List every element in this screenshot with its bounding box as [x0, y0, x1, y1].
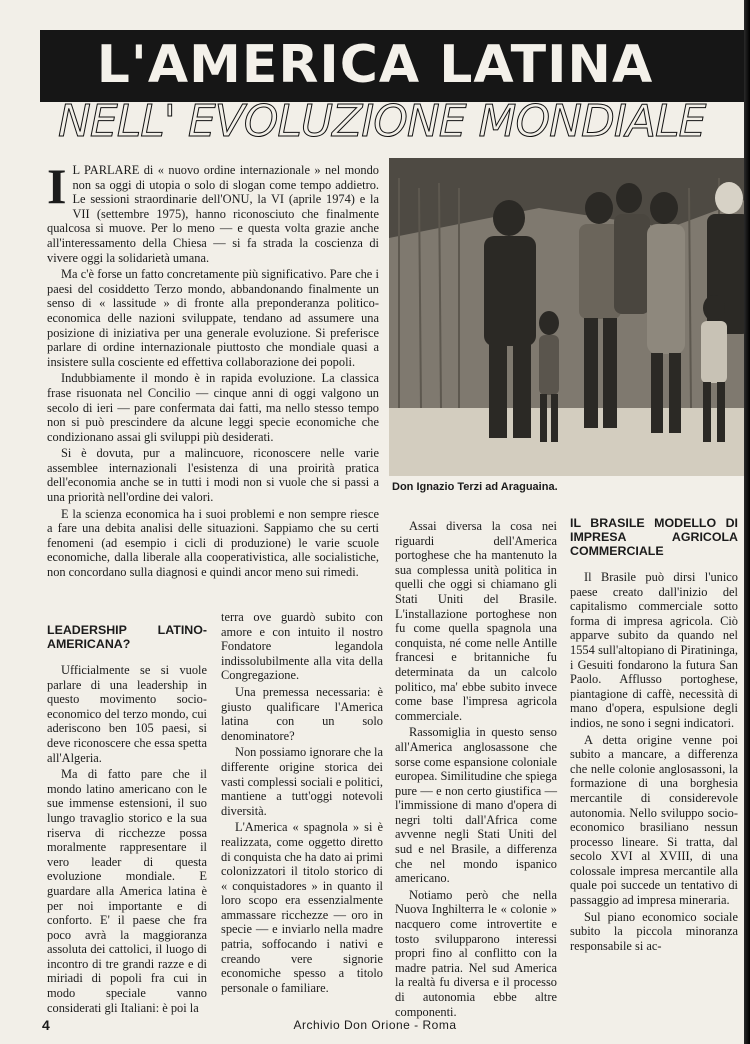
column-paragraph: Assai diversa la cosa nei riguardi dell'America portoghese che ha mantenuto la sua complessa unità politica in quelli che oggi si chiamano gli Stati Uniti del Brasile. L'installazione portoghese non fu come quella spagnola una conquista, né come nelle Antille francesi e britanniche fu determinata da un calcolo politico, ma' ebbe subito invece come base l'impresa agricola commerciale.	[395, 519, 557, 723]
column-paragraph: Una premessa necessaria: è giusto qualificare l'America latina con un solo denominatore?	[221, 684, 383, 743]
drop-cap: I	[47, 158, 67, 214]
page-number: 4	[42, 1017, 50, 1033]
column-paragraph: A detta origine venne poi subito a mancare, a differenza che nelle colonie anglosassoni, la formazione di una borghesia mercantile di considerevole autonomia. Nello sviluppo socio-economico brasiliano nessun processo lineare. Si tratta, dal secolo XVI al XVIII, di una colossale impresa mercantile alla quale poi succede un tentativo di passaggio ad impresa mineraria.	[570, 732, 738, 908]
photo-illustration	[389, 158, 750, 476]
section-heading-leadership: LEADERSHIP LATINO-AMERICANA?	[47, 623, 207, 651]
column-paragraph: Il Brasile può dirsi l'unico paese creato dall'inizio del capitalismo commerciale sotto forma di impresa agricola. Ciò apparve subito da quando nel 1554 sull'altopiano di Piratininga, i Gesuiti fondarono la futura San Paolo. Afflusso portoghese, piantagione di caffè, necessità di mano d'opera, espulsione degli indios, ne sono i segni indicatori.	[570, 570, 738, 730]
column-paragraph: Ma di fatto pare che il mondo latino americano con le sue immense estensioni, il suo lungo travaglio storico e la sua riserva di ricchezze possa moralmente rappresentare il vero leader di questa evoluzione mondiale. E guardare alla America latina è per noi importante e di conforto. E' il paese che fra poco avrà la maggioranza assoluta dei cattolici, il luogo di incontro di tre grandi razze e di miriadi di popoli fra cui in modo speciale vanno considerati gli Italiani: è poi la	[47, 767, 207, 1015]
column-paragraph: Ufficialmente se si vuole parlare di una leadership in questo movimento socio-economico del terzo mondo, cui aderiscono ben 105 paesi, si deve riconoscere che essa spetta all'Algeria.	[47, 663, 207, 765]
section-heading-brasile: IL BRASILE MODELLO DI IMPRESA AGRICOLA COMMERCIALE	[570, 516, 738, 558]
intro-paragraph: Si è dovuta, pur a malincuore, riconoscere nelle varie assemblee internazionali l'esistenza di una proirità pratica dell'economia anche se in tutti i modi non si vuole che si passi a una priorità nell'ordine dei valori.	[47, 446, 379, 505]
column-1	[47, 623, 207, 1017]
column-paragraph: Sul piano economico sociale subito la piccola minoranza responsabile si ac-	[570, 909, 738, 953]
column-paragraph: Rassomiglia in questo senso all'America anglosassone che sorse come espansione coloniale europea. Similitudine che spiega pure — e non certo giustifica — l'immissione di mano d'opera di negri tolti dall'Africa come avvenne negli Stati Uniti del sud e nel Brasile, a differenza che nel mondo ispanico americano.	[395, 725, 557, 886]
intro-paragraph: E la scienza economica ha i suoi problemi e non sempre riesce a fare una debita analisi delle situazioni. Sappiamo che su certi fenomeni (ad esempio i cicli di produzione) le varie scuole economiche, dalla liberale alla cooperativistica, alle socialistiche, non concordano sulla diagnosi e quindi ancor meno sui rimedi.	[47, 506, 379, 580]
archive-footer: Archivio Don Orione - Roma	[293, 1018, 457, 1032]
title-line-1: L'AMERICA LATINA	[96, 35, 654, 95]
column-paragraph: L'America « spagnola » si è realizzata, come oggetto diretto di conquista che ha dato ai primi colonizzatori il titolo storico di « conquistadores » in quanto il loro scopo era essenzialmente ammassare ricchezze — oro in specie — e inviarlo nella madre patria, soffocando i nativi e creando vere signorie economiche spesso a titolo personale o familiare.	[221, 820, 383, 995]
title-banner	[40, 30, 750, 102]
column-4	[570, 516, 738, 955]
page-edge-shadow	[744, 0, 750, 1044]
column-3	[395, 519, 557, 1021]
intro-paragraph: Ma c'è forse un fatto concretamente più significativo. Pare che i paesi del cosiddetto Terzo mondo, abbandonando finalmente un senso di « lassitude » di fronte alla preponderanza politico-economica delle nazioni sviluppate, tendano ad assumere una posizione di iniziativa per una generale evoluzione. Si preferisce parlare di ordine internazionale piuttosto che mondiale quasi a insistere sulla cosciente ed effettiva collaborazione dei popoli.	[47, 267, 379, 369]
intro-paragraph: L PARLARE di « nuovo ordine internazionale » nel mondo non sa oggi di utopia o solo di slogan come tempo addietro. Le sessioni straordinarie dell'ONU, la VI (aprile 1974) e la VII (settembre 1975), hanno riconosciuto che finalmente qualcosa si muove. Per lo meno — e questa volta grazie anche all'interessamento della Chiesa — si fa strada la coscienza di vivere oggi la solidarietà umana.	[47, 163, 379, 265]
photo-group-araguaina	[389, 158, 750, 476]
column-paragraph: Notiamo però che nella Nuova Inghilterra le « colonie » nacquero come introvertite e tosto svilupparono interessi propri fino al conflitto con la madre patria. Nel sud America la realtà fu diversa e il processo di autonomia ebbe altre componenti.	[395, 887, 557, 1019]
photo-caption: Don Ignazio Terzi ad Araguaina.	[392, 481, 558, 493]
column-paragraph: terra ove guardò subito con amore e con intuito il nostro Fondatore legandola indissolubilmente alla vita della Congregazione.	[221, 610, 383, 683]
intro-paragraph: Indubbiamente il mondo è in rapida evoluzione. La classica frase risuonata nel Concilio — cinque anni di oggi valgono un secolo di ieri — pare confermata dai fatti, ma nello stesso tempo non si può prescindere da alcune leggi specie economiche che condizionano assai gli sviluppi più desiderati.	[47, 371, 379, 444]
column-paragraph: Non possiamo ignorare che la differente origine storica dei vasti complessi sociali e politici, mantiene a tutt'oggi notevoli diversità.	[221, 745, 383, 818]
column-2	[221, 610, 383, 997]
title-line-2: NELL' EVOLUZIONE MONDIALE	[58, 96, 706, 147]
intro-column	[47, 158, 379, 582]
